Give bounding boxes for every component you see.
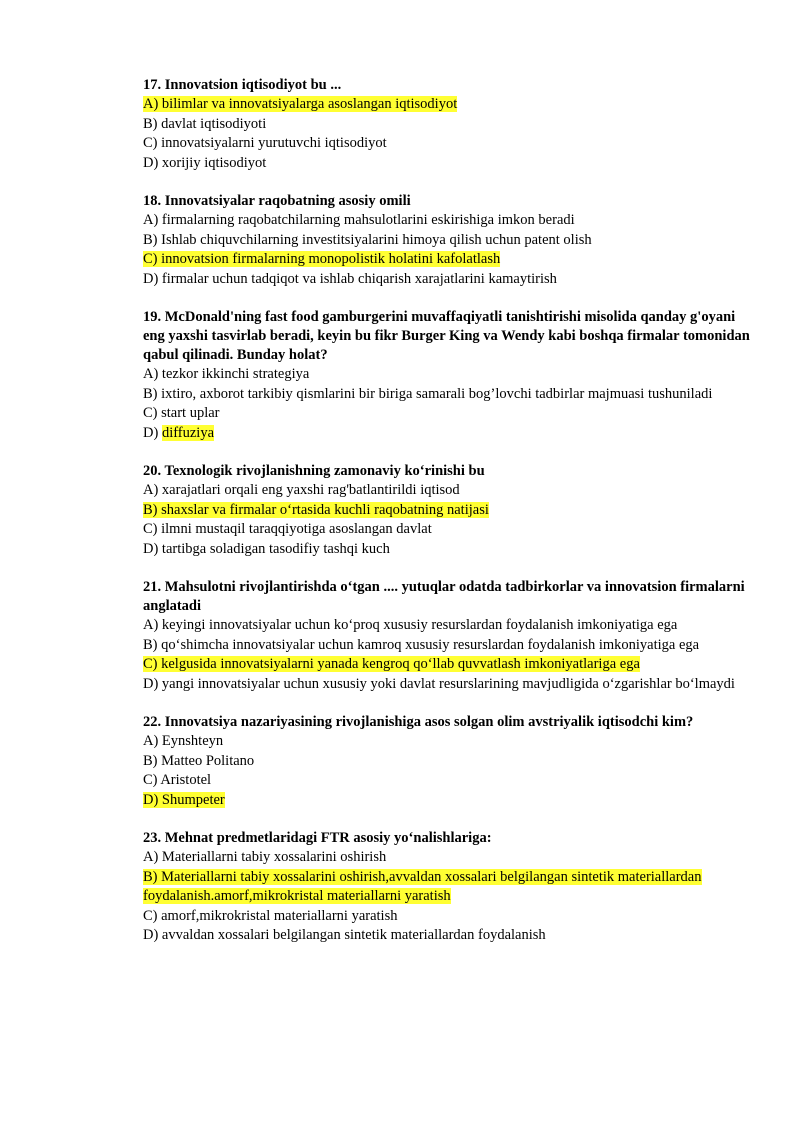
option-a: A) Materiallarni tabiy xossalarini oshirish (143, 849, 387, 865)
option-c (143, 250, 758, 270)
option-c: C) amorf,mikrokristal materiallarni yaratish (143, 907, 398, 924)
option-label: D) (143, 424, 162, 441)
highlighted-answer: B) shaxslar va firmalar o‘rtasida kuchli raqobatning natijasi (143, 501, 489, 518)
option-d: D) tartibga soladigan tasodifiy tashqi kuch (143, 540, 390, 557)
option-d: D) xorijiy iqtisodiyot (143, 154, 267, 171)
question-23 (143, 829, 758, 946)
question-22 (143, 713, 758, 810)
option-b: B) ixtiro, axborot tarkibiy qismlarini bir biriga samarali bog’lovchi tadbirlar majmuasi tushuniladi (143, 385, 713, 402)
option-c: C) ilmni mustaqil taraqqiyotiga asoslangan davlat (143, 521, 432, 537)
highlighted-answer: B) Materiallarni tabiy xossalarini oshirish,avvaldan xossalari belgilangan sintetik materiallardan foydalanish.amorf,mikrokristal materiallarni yaratish (143, 868, 702, 904)
question-list (143, 76, 758, 965)
question-21 (143, 578, 758, 694)
option-d: D) yangi innovatsiyalar uchun xususiy yoki davlat resurslarining mavjudligida o‘zgarishlar bo‘lmaydi (143, 675, 735, 692)
question-19 (143, 308, 758, 443)
highlighted-answer: diffuziya (161, 424, 215, 441)
option-b (143, 501, 758, 521)
option-b: B) Matteo Politano (143, 752, 255, 769)
option-c: C) innovatsiyalarni yurutuvchi iqtisodiyot (143, 135, 387, 151)
option-d: D) firmalar uchun tadqiqot va ishlab chiqarish xarajatlarini kamaytirish (143, 270, 557, 287)
question-17 (143, 76, 758, 173)
question-title: 23. Mehnat predmetlaridagi FTR asosiy yo‘nalishlariga: (143, 830, 492, 846)
option-a (143, 95, 758, 115)
option-c (143, 655, 758, 675)
question-title: 20. Texnologik rivojlanishning zamonaviy ko‘rinishi bu (143, 463, 485, 479)
question-20 (143, 462, 758, 559)
question-title: 21. Mahsulotni rivojlantirishda o‘tgan .... yutuqlar odatda tadbirkorlar va innovatsion firmalarni anglatadi (143, 579, 745, 614)
option-a: A) firmalarning raqobatchilarning mahsulotlarini eskirishiga imkon beradi (143, 212, 575, 228)
highlighted-answer: C) innovatsion firmalarning monopolistik holatini kafolatlash (143, 251, 501, 267)
highlighted-answer: A) bilimlar va innovatsiyalarga asoslangan iqtisodiyot (143, 96, 458, 112)
option-a: A) Eynshteyn (143, 733, 224, 749)
option-c: C) start uplar (143, 405, 220, 421)
question-18 (143, 192, 758, 289)
question-title: 19. McDonald'ning fast food gamburgerini muvaffaqiyatli tanishtirishi misolida qanday g'oyani eng yaxshi tasvirlab beradi, keyin bu fikr Burger King va Wendy kabi boshqa firmalar tomonidan qabul qilinadi. Bunday holat? (143, 309, 750, 363)
option-b: B) davlat iqtisodiyoti (143, 115, 267, 132)
option-b: B) Ishlab chiquvchilarning investitsiyalarini himoya qilish uchun patent olish (143, 231, 592, 248)
question-title: 17. Innovatsion iqtisodiyot bu ... (143, 77, 342, 93)
option-a: A) keyingi innovatsiyalar uchun ko‘proq xususiy resurslardan foydalanish imkoniyatiga ega (143, 617, 678, 633)
option-d (143, 424, 758, 444)
option-b: B) qo‘shimcha innovatsiyalar uchun kamroq xususiy resurslardan foydalanish imkoniyatiga ega (143, 636, 700, 653)
option-a: A) tezkor ikkinchi strategiya (143, 366, 310, 382)
option-d (143, 791, 758, 811)
question-title: 22. Innovatsiya nazariyasining rivojlanishiga asos solgan olim avstriyalik iqtisodchi kim? (143, 714, 694, 730)
highlighted-answer: C) kelgusida innovatsiyalarni yanada kengroq qo‘llab quvvatlash imkoniyatlariga ega (143, 656, 640, 672)
option-c: C) Aristotel (143, 772, 212, 788)
question-title: 18. Innovatsiyalar raqobatning asosiy omili (143, 193, 411, 209)
option-b (143, 868, 758, 907)
option-a: A) xarajatlari orqali eng yaxshi rag'batlantirildi iqtisod (143, 482, 460, 498)
option-d: D) avvaldan xossalari belgilangan sintetik materiallardan foydalanish (143, 927, 546, 943)
highlighted-answer: D) Shumpeter (143, 791, 225, 808)
